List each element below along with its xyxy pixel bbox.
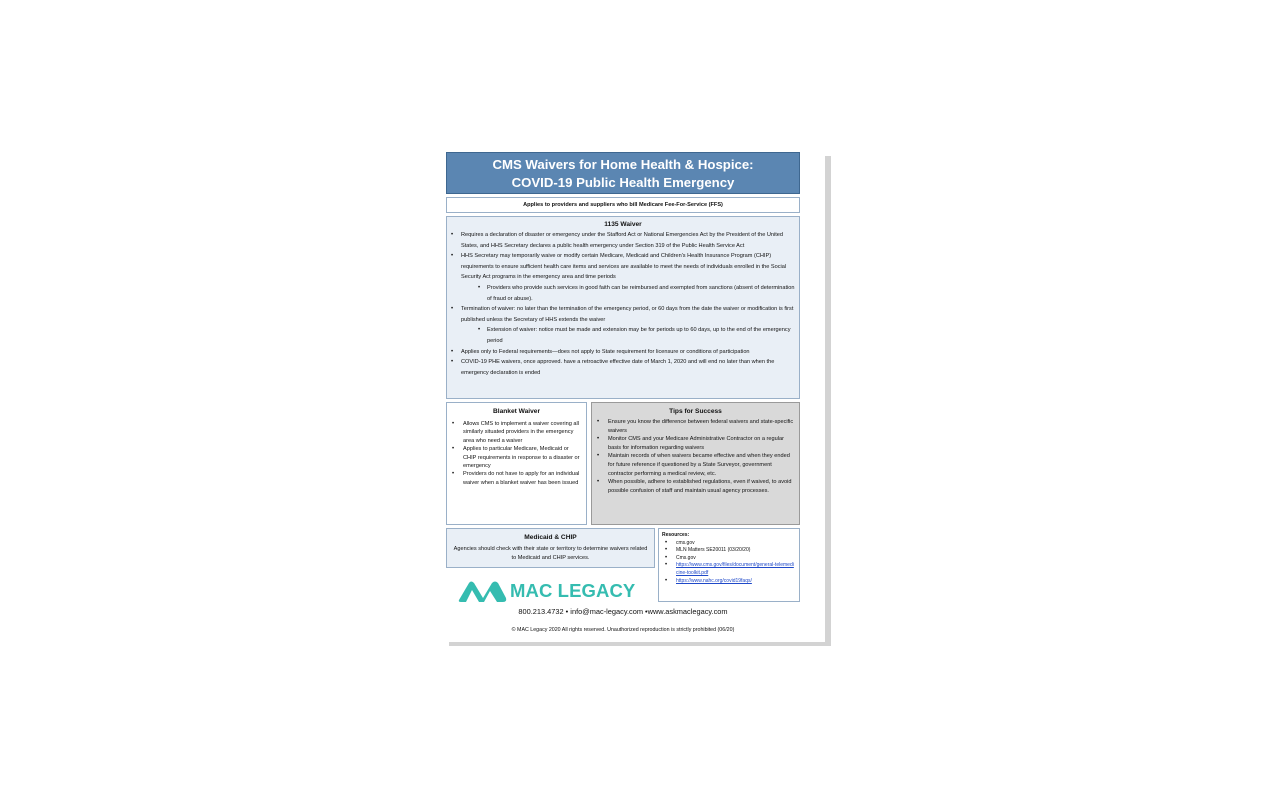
title-banner (446, 152, 800, 194)
resource-link-item (662, 562, 795, 577)
mac-legacy-mark-icon (457, 578, 507, 604)
list-item: • cms.gov (662, 540, 795, 548)
brand-name: MAC LEGACY (510, 580, 636, 601)
mac-legacy-logo (457, 578, 647, 604)
list-item: • Monitor CMS and your Medicare Administrative Contractor on a regular basis for information regarding waivers (596, 435, 795, 452)
sub-list-item: • Extension of waiver: notice must be made and extension may be for periods up to 60 days, up to the end of the emergency period (450, 325, 796, 346)
resources-section (658, 528, 800, 602)
title-line-2: COVID-19 Public Health Emergency (511, 175, 735, 190)
document-page (443, 150, 825, 642)
resource-link-item (662, 578, 795, 586)
sub-list-item: • Providers who provide such services in good faith can be reimbursed and exempted from sanctions (absent of determination of fraud or abuse). (450, 283, 796, 304)
list-item: • Allows CMS to implement a waiver covering all similarly situated providers in the emergency area who need a waiver (451, 420, 582, 445)
list-item: • Providers do not have to apply for an individual waiver when a blanket waiver has been issued (451, 470, 582, 487)
waiver-1135-list (450, 230, 796, 378)
section-title: Medicaid & CHIP (524, 534, 577, 541)
resources-title: Resources: (662, 532, 690, 538)
list-item: • MLN Matters SE20011 (03/20/20) (662, 547, 795, 555)
section-title: Blanket Waiver (492, 408, 541, 415)
list-item: • COVID-19 PHE waivers, once approved. have a retroactive effective date of March 1, 2020 and will end no later than when the emergency declaration is ended (450, 357, 796, 378)
list-item: • Requires a declaration of disaster or emergency under the Stafford Act or National Emergencies Act by the President of the United States, and HHS Secretary declares a public health emergency under Section 319 of the Public Health Service Act (450, 230, 796, 251)
list-item: • Applies to particular Medicare, Medicaid or CHIP requirements in response to a disaster or emergency (451, 445, 582, 470)
title-line-1: CMS Waivers for Home Health & Hospice: (492, 157, 754, 172)
list-item: • Ensure you know the difference between federal waivers and state-specific waivers (596, 418, 795, 435)
list-item: • Maintain records of when waivers became effective and when they ended for future reference if questioned by a State Surveyor, government contractor performing a medical review, etc. (596, 452, 795, 478)
tips-section (591, 402, 800, 525)
waiver-1135-section (446, 216, 800, 399)
applies-to-banner: Applies to providers and suppliers who bill Medicare Fee-For-Service (FFS) (446, 197, 800, 213)
tips-list (596, 418, 795, 495)
list-item: • Applies only to Federal requirements—does not apply to State requirement for licensure or conditions of participation (450, 347, 796, 358)
list-item: • HHS Secretary may temporarily waive or modify certain Medicare, Medicaid and Children's Health Insurance Program (CHIP) requirements to ensure sufficient health care items and services are available to meet the needs of individuals enrolled in the Social Security Act programs in the emergency area and time periods (450, 251, 796, 283)
list-item: • Cms.gov (662, 555, 795, 563)
section-title: Tips for Success (669, 408, 722, 415)
list-item: • When possible, adhere to established regulations, even if waived, to avoid possible confusion of staff and maintain usual agency processes. (596, 478, 795, 495)
section-title: 1135 Waiver (604, 221, 642, 228)
contact-info: 800.213.4732 • info@mac-legacy.com •www.askmaclegacy.com (518, 607, 728, 616)
blanket-waiver-section (446, 402, 587, 525)
medicaid-chip-section (446, 528, 655, 568)
blanket-list (451, 420, 582, 487)
medicaid-text: Agencies should check with their state or territory to determine waivers related to Medicaid and CHIP services. (453, 546, 648, 561)
list-item: • Termination of waiver: no later than the termination of the emergency period, or 60 days from the date the waiver or modification is first published unless the Secretary of HHS extends the waiver (450, 304, 796, 325)
nahc-covid-faq-link[interactable]: https://www.nahc.org/covid19faqs/ (676, 577, 752, 584)
telemedicine-toolkit-link[interactable]: https://www.cms.gov/files/document/general-telemedicine-toolkit.pdf (676, 562, 794, 576)
copyright: © MAC Legacy 2020 All rights reserved. Unauthorized reproduction is strictly prohibited (06/20) (511, 627, 735, 633)
resources-list (662, 540, 795, 586)
